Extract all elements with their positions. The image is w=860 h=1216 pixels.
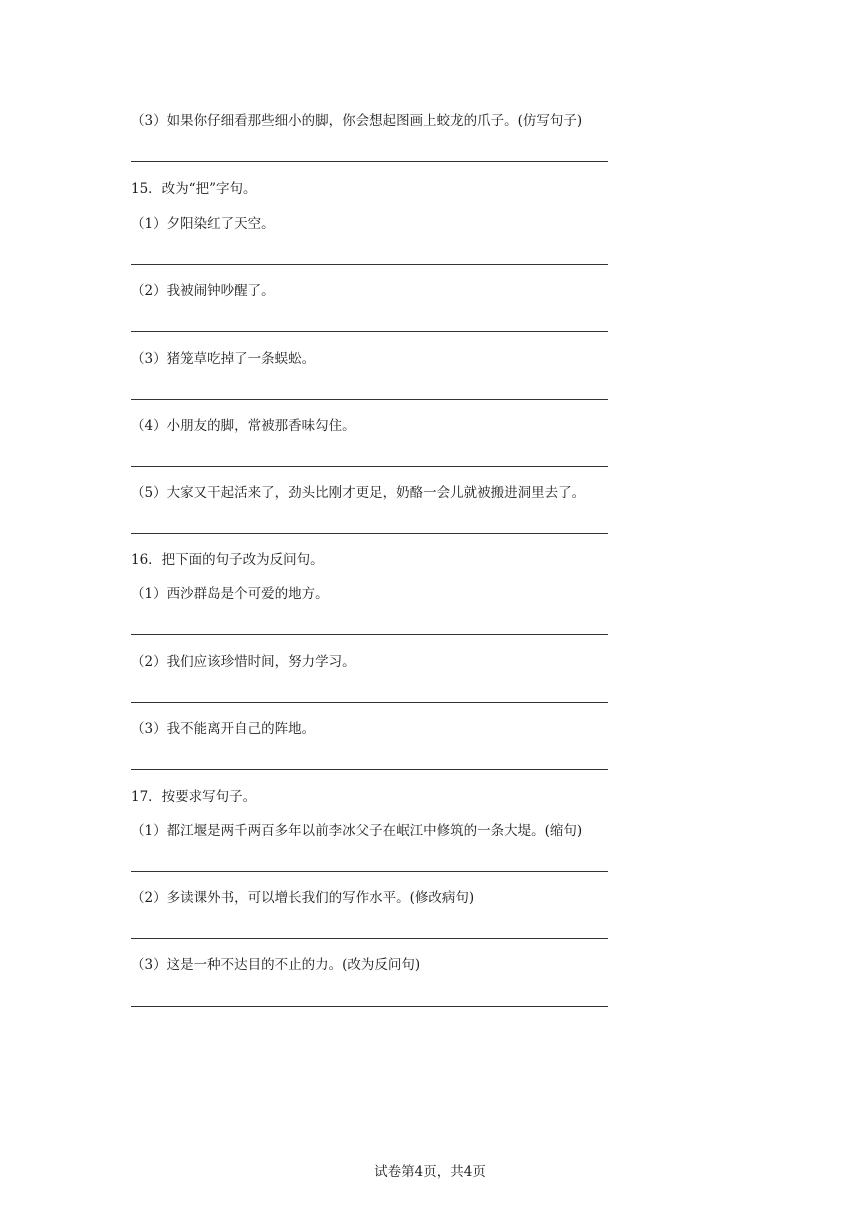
q14-item-3: （3）如果你仔细看那些细小的脚，你会想起图画上蛟龙的爪子。(仿写句子) bbox=[131, 113, 583, 129]
q16-item-3-answer-line[interactable] bbox=[131, 769, 608, 770]
q16-item-2: （2）我们应该珍惜时间，努力学习。 bbox=[131, 654, 356, 670]
q16-item-3: （3）我不能离开自己的阵地。 bbox=[131, 721, 316, 737]
q15-item-2: （2）我被闹钟吵醒了。 bbox=[131, 283, 275, 299]
q16-item-1-answer-line[interactable] bbox=[131, 634, 608, 635]
q15-item-3-answer-line[interactable] bbox=[131, 399, 608, 400]
q14-item-3-answer-line[interactable] bbox=[131, 161, 608, 162]
q16-title: 16．把下面的句子改为反问句。 bbox=[131, 552, 324, 568]
q16-item-1: （1）西沙群岛是个可爱的地方。 bbox=[131, 586, 329, 602]
q17-title: 17．按要求写句子。 bbox=[131, 789, 257, 805]
q15-item-4: （4）小朋友的脚，常被那香味勾住。 bbox=[131, 418, 356, 434]
q17-item-1-answer-line[interactable] bbox=[131, 871, 608, 872]
q15-item-3: （3）猪笼草吃掉了一条蜈蚣。 bbox=[131, 351, 316, 367]
q15-item-5: （5）大家又干起活来了，劲头比刚才更足，奶酪一会儿就被搬进洞里去了。 bbox=[131, 485, 586, 501]
q17-item-3-answer-line[interactable] bbox=[131, 1006, 608, 1007]
q17-item-3: （3）这是一种不达目的不止的力。(改为反问句) bbox=[131, 957, 421, 973]
q15-item-2-answer-line[interactable] bbox=[131, 331, 608, 332]
q15-item-4-answer-line[interactable] bbox=[131, 466, 608, 467]
q15-item-5-answer-line[interactable] bbox=[131, 533, 608, 534]
q16-item-2-answer-line[interactable] bbox=[131, 702, 608, 703]
q17-item-1: （1）都江堰是两千两百多年以前李冰父子在岷江中修筑的一条大堤。(缩句) bbox=[131, 823, 583, 839]
q15-item-1: （1）夕阳染红了天空。 bbox=[131, 216, 275, 232]
q17-item-2: （2）多读课外书，可以增长我们的写作水平。(修改病句) bbox=[131, 890, 475, 906]
q17-item-2-answer-line[interactable] bbox=[131, 938, 608, 939]
page-footer: 试卷第4页，共4页 bbox=[374, 1164, 486, 1180]
q15-item-1-answer-line[interactable] bbox=[131, 264, 608, 265]
q15-title: 15．改为“把”字句。 bbox=[131, 181, 257, 197]
